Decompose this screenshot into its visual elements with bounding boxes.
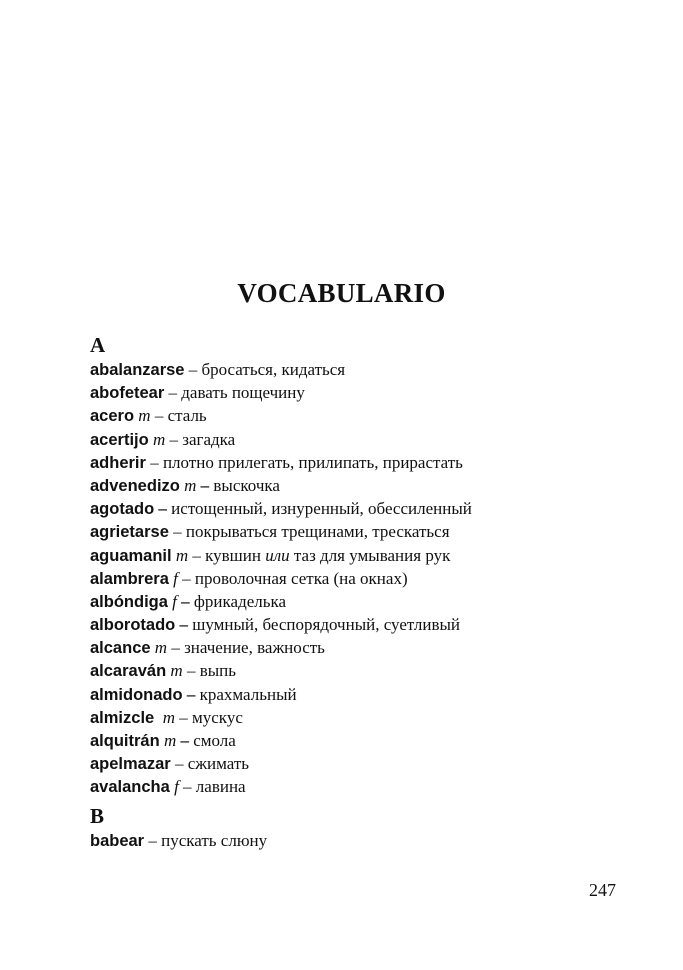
- entry-translation: истощенный, изнуренный, обессиленный: [171, 499, 472, 519]
- entry-term: apelmazar: [90, 755, 171, 774]
- entry-term: alquitrán: [90, 732, 160, 750]
- entry-term: adherir: [90, 453, 146, 472]
- entry-term: almizcle: [90, 708, 155, 727]
- vocab-entry: [90, 706, 610, 729]
- entry-term: alambrera: [90, 569, 169, 588]
- vocab-entry: [90, 729, 610, 752]
- vocab-entry: [90, 474, 610, 497]
- vocab-entry: [90, 381, 610, 404]
- entry-separator: –: [182, 661, 200, 681]
- entry-translation: лавина: [195, 777, 246, 797]
- entry-gender: m: [159, 731, 177, 750]
- entry-translation: загадка: [182, 429, 236, 449]
- entry-term: avalancha: [90, 778, 170, 797]
- entry-translation: значение, важность: [184, 638, 325, 658]
- entry-translation: таз для умывания рук: [289, 545, 451, 565]
- entry-separator: –: [175, 707, 192, 727]
- entry-separator: –: [188, 545, 206, 565]
- vocab-entry: [90, 497, 610, 520]
- entry-gender: m: [134, 406, 151, 426]
- section-letter-b: B: [90, 803, 105, 828]
- page-number: 247: [589, 880, 616, 900]
- entry-separator: –: [184, 360, 202, 379]
- vocab-entry: [90, 567, 610, 590]
- entry-separator: –: [144, 830, 162, 850]
- entry-separator: –: [177, 568, 195, 588]
- entry-separator: –: [196, 475, 214, 495]
- entry-separator: –: [175, 615, 193, 635]
- entry-translation: покрываться трещинами, трескаться: [185, 522, 450, 542]
- vocab-entry: [90, 636, 610, 659]
- entry-translation: бросаться, кидаться: [201, 360, 346, 379]
- entry-translation: сжимать: [187, 754, 250, 774]
- entry-separator: –: [164, 383, 182, 403]
- entry-separator: –: [145, 452, 163, 472]
- entry-translation: сталь: [167, 406, 207, 426]
- entry-translation: проволочная сетка (на окнах): [194, 568, 408, 588]
- vocabulary-list: [90, 330, 610, 852]
- vocab-entry: [90, 451, 610, 474]
- entry-term: almidonado: [90, 685, 183, 704]
- entry-separator: –: [154, 499, 172, 519]
- entry-gender: f: [168, 568, 178, 588]
- entry-separator: –: [182, 684, 200, 704]
- entry-term: abalanzarse: [90, 361, 185, 379]
- vocab-entry: [90, 613, 610, 636]
- entry-term: acertijo: [90, 430, 149, 449]
- entry-gender: f: [169, 777, 179, 797]
- entry-translation: шумный, беспорядочный, суетливый: [192, 615, 460, 635]
- section-letter-a: A: [90, 333, 106, 357]
- vocab-entry: [90, 752, 610, 775]
- entry-translation: плотно прилегать, прилипать, прирастать: [162, 452, 463, 472]
- entry-term: alcance: [90, 639, 151, 658]
- entry-gender: m: [154, 707, 175, 727]
- vocab-entry: [90, 520, 610, 543]
- entry-term: aguamanil: [90, 546, 172, 565]
- entry-term: alborotado: [90, 616, 176, 635]
- vocab-entry: [90, 829, 610, 852]
- entry-translation: пускать слюну: [161, 830, 268, 850]
- entry-gender: f: [167, 591, 177, 611]
- entry-separator: –: [176, 591, 194, 611]
- entry-translation: крахмальный: [199, 684, 297, 704]
- entry-gender: m: [148, 429, 166, 449]
- entry-gender: m: [179, 475, 197, 495]
- entry-term: advenedizo: [90, 476, 180, 495]
- vocab-entry: [90, 683, 610, 706]
- vocab-entry: [90, 358, 610, 381]
- page-title: VOCABULARIO: [237, 278, 446, 308]
- entry-term: agrietarse: [90, 523, 169, 542]
- entry-translation: выскочка: [213, 475, 280, 495]
- entry-term: babear: [90, 831, 145, 850]
- entry-term: albóndiga: [90, 592, 168, 611]
- entry-separator: –: [170, 754, 188, 774]
- entry-term: alcaraván: [90, 662, 167, 681]
- entry-gender: m: [150, 638, 168, 658]
- entry-translation: кувшин: [205, 545, 266, 565]
- vocab-entry: [90, 590, 610, 613]
- entry-translation: фрикаделька: [193, 591, 287, 611]
- entry-separator: –: [176, 731, 194, 750]
- entry-term: agotado: [90, 500, 155, 519]
- vocab-entry: [90, 404, 610, 427]
- vocab-entry: [90, 544, 610, 567]
- entry-translation: давать пощечину: [181, 383, 305, 403]
- entry-separator: –: [165, 429, 183, 449]
- vocab-entry: [90, 659, 610, 682]
- entry-separator: –: [168, 522, 186, 542]
- entry-translation-or: или: [265, 545, 290, 565]
- vocab-entry: [90, 428, 610, 451]
- entry-term: abofetear: [90, 384, 165, 403]
- entry-gender: m: [171, 545, 189, 565]
- entry-term: acero: [90, 407, 135, 426]
- entry-translation: смола: [193, 731, 236, 750]
- entry-separator: –: [167, 638, 185, 658]
- entry-translation: выпь: [199, 661, 236, 681]
- vocab-entry: [90, 775, 610, 798]
- entry-gender: m: [166, 661, 183, 681]
- entry-separator: –: [150, 406, 168, 426]
- entry-translation: мускус: [192, 707, 243, 727]
- entry-separator: –: [178, 777, 196, 797]
